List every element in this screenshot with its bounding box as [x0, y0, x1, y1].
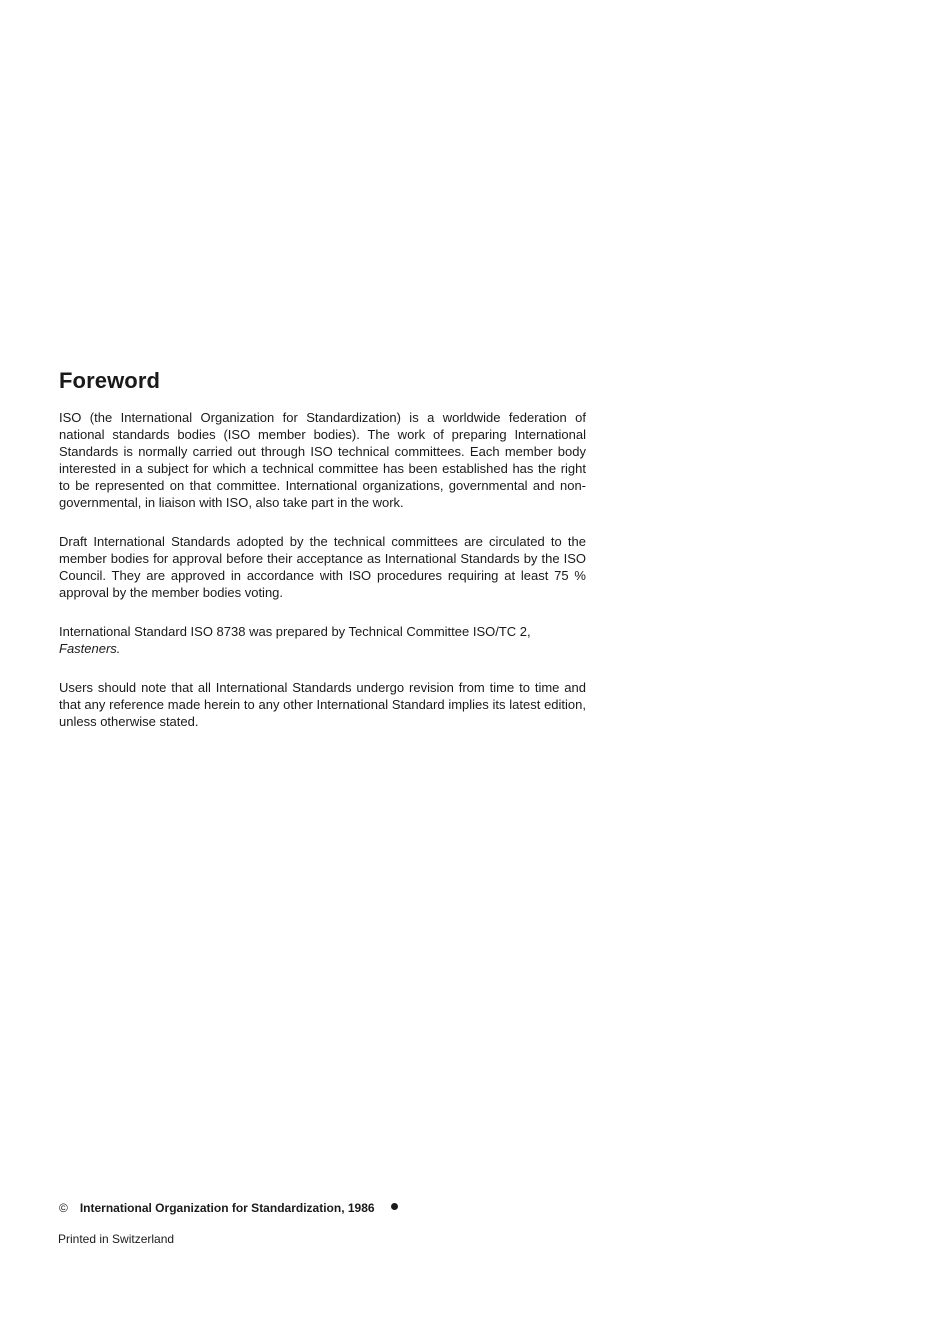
committee-title: Fasteners. [59, 641, 121, 656]
foreword-paragraph-2: Draft International Standards adopted by the technical committees are circulated to the member bodies for approval before their acceptance as International Standards by the ISO Council. They are approved in accordance with ISO procedures requiring at least 75 % approval by the member bodies voting. [59, 534, 586, 600]
foreword-paragraph-4: Users should note that all International Standards undergo revision from time to time and that any reference made herein to any other International Standard implies its latest edition, unless otherwise stated. [59, 680, 586, 729]
foreword-section [59, 366, 586, 730]
copyright-line [59, 1200, 398, 1216]
page-title: Foreword [59, 368, 161, 393]
standard-preparation-text: International Standard ISO 8738 was prepared by Technical Committee ISO/TC 2, [59, 624, 531, 639]
copyright-symbol: © [59, 1201, 68, 1215]
foreword-paragraph-1: ISO (the International Organization for Standardization) is a worldwide federation of national standards bodies (ISO member bodies). The work of preparing International Standards is normally carried out through ISO technical committees. Each member body interested in a subject for which a technical committee has been established has the right to be represented on that committee. International organizations, governmental and non-governmental, in liaison with ISO, also take part in the work. [59, 410, 586, 510]
foreword-paragraph-3 [59, 623, 586, 657]
bullet-icon [391, 1203, 398, 1210]
printed-location: Printed in Switzerland [58, 1232, 175, 1246]
copyright-text: International Organization for Standardization, 1986 [79, 1201, 375, 1215]
